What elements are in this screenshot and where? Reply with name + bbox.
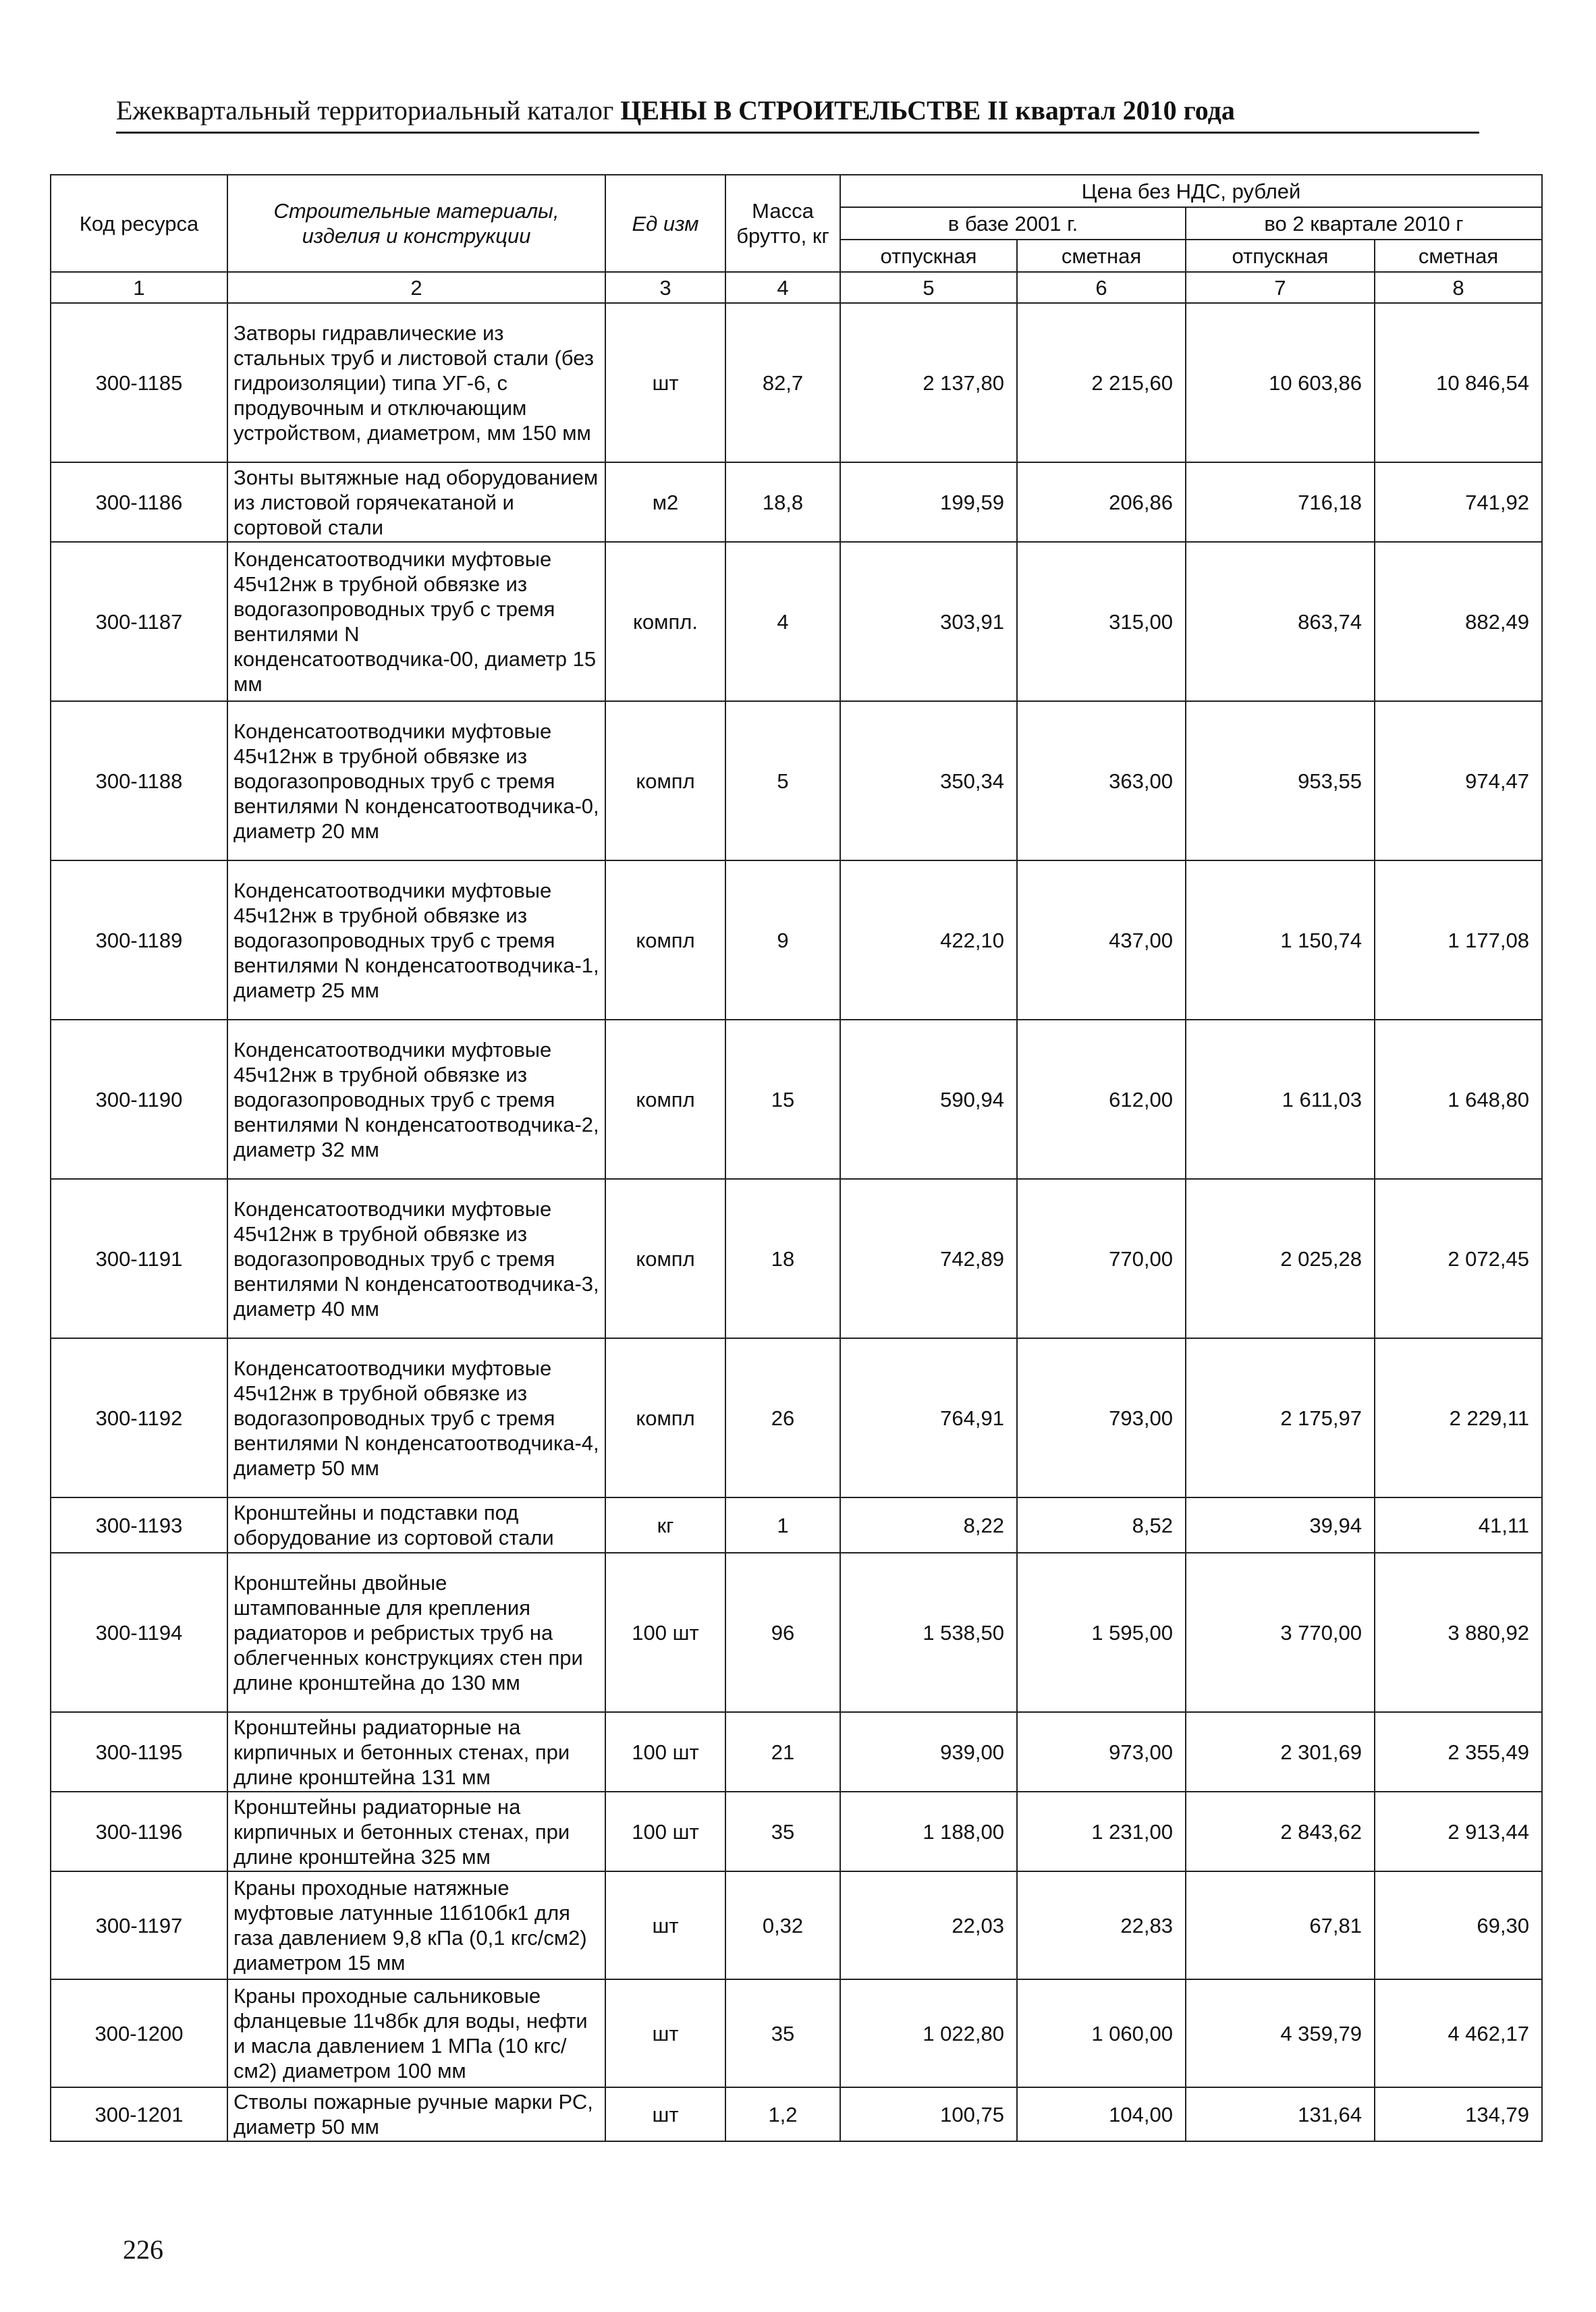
material-name: Конденсатоотводчики муфтовые 45ч12нж в трубной обвязке из водогазопроводных труб с тремя вентилями N конденсатоотводчика-0, диаметр 20 мм	[227, 701, 605, 860]
material-name: Кронштейны радиаторные на кирпичных и бетонных стенах, при длине кронштейна 325 мм	[227, 1792, 605, 1871]
material-name: Конденсатоотводчики муфтовые 45ч12нж в трубной обвязке из водогазопроводных труб с тремя вентилями N конденсатоотводчика-4, диаметр 50 мм	[227, 1338, 605, 1497]
resource-code: 300-1192	[51, 1338, 227, 1497]
column-number-row	[51, 272, 1542, 303]
table-row	[51, 701, 1542, 860]
material-name: Кронштейны двойные штампованные для крепления радиаторов и ребристых труб на облегченных конструкциях стен при длине кронштейна до 130 мм	[227, 1553, 605, 1712]
price-current-smet: 882,49	[1375, 542, 1542, 701]
price-current-otpusk: 131,64	[1186, 2087, 1375, 2141]
table-row	[51, 860, 1542, 1020]
header-otpusk-current: отпускная	[1186, 240, 1375, 272]
material-name: Кронштейны и подставки под оборудование из сортовой стали	[227, 1497, 605, 1553]
price-current-smet: 1 648,80	[1375, 1020, 1542, 1179]
page-header	[116, 94, 1479, 134]
price-base-smet: 612,00	[1017, 1020, 1186, 1179]
price-base-smet: 1 060,00	[1017, 1979, 1186, 2087]
price-base-otpusk: 8,22	[840, 1497, 1017, 1553]
price-base-otpusk: 1 188,00	[840, 1792, 1017, 1871]
resource-code: 300-1193	[51, 1497, 227, 1553]
price-current-smet: 1 177,08	[1375, 860, 1542, 1020]
header-otpusk-base: отпускная	[840, 240, 1017, 272]
price-current-otpusk: 4 359,79	[1186, 1979, 1375, 2087]
column-number: 8	[1375, 272, 1542, 303]
unit-of-measure: 100 шт	[605, 1792, 725, 1871]
unit-of-measure: компл	[605, 1179, 725, 1338]
gross-mass: 18,8	[725, 462, 840, 542]
resource-code: 300-1185	[51, 303, 227, 462]
table-row	[51, 1979, 1542, 2087]
resource-code: 300-1195	[51, 1712, 227, 1792]
material-name: Затворы гидравлические из стальных труб и листовой стали (без гидроизоляции) типа УГ-6, с продувочным и отключающим устройством, диаметром, мм 150 мм	[227, 303, 605, 462]
material-name: Зонты вытяжные над оборудованием из листовой горячекатаной и сортовой стали	[227, 462, 605, 542]
material-name: Кронштейны радиаторные на кирпичных и бетонных стенах, при длине кронштейна 131 мм	[227, 1712, 605, 1792]
resource-code: 300-1188	[51, 701, 227, 860]
gross-mass: 5	[725, 701, 840, 860]
unit-of-measure: шт	[605, 2087, 725, 2141]
price-base-smet: 206,86	[1017, 462, 1186, 542]
table-row	[51, 462, 1542, 542]
gross-mass: 96	[725, 1553, 840, 1712]
gross-mass: 1	[725, 1497, 840, 1553]
resource-code: 300-1194	[51, 1553, 227, 1712]
material-name: Краны проходные сальниковые фланцевые 11ч8бк для воды, нефти и масла давлением 1 МПа (10 кгс/см2) диаметром 100 мм	[227, 1979, 605, 2087]
table-row	[51, 1792, 1542, 1871]
price-base-smet: 363,00	[1017, 701, 1186, 860]
price-current-otpusk: 39,94	[1186, 1497, 1375, 1553]
price-current-smet: 3 880,92	[1375, 1553, 1542, 1712]
header-price-group: Цена без НДС, рублей	[840, 175, 1542, 207]
price-base-otpusk: 939,00	[840, 1712, 1017, 1792]
table-row	[51, 1338, 1542, 1497]
header-period: II квартал 2010 года	[987, 95, 1235, 126]
header-unit: Ед изм	[605, 175, 725, 272]
header-base-2001: в базе 2001 г.	[840, 207, 1186, 240]
table-row	[51, 2087, 1542, 2141]
price-base-otpusk: 350,34	[840, 701, 1017, 860]
unit-of-measure: компл	[605, 1338, 725, 1497]
price-current-otpusk: 67,81	[1186, 1871, 1375, 1979]
unit-of-measure: компл	[605, 860, 725, 1020]
gross-mass: 26	[725, 1338, 840, 1497]
material-name: Конденсатоотводчики муфтовые 45ч12нж в трубной обвязке из водогазопроводных труб с тремя вентилями N конденсатоотводчика-00, диаметр 15 мм	[227, 542, 605, 701]
price-base-otpusk: 590,94	[840, 1020, 1017, 1179]
header-code: Код ресурса	[51, 175, 227, 272]
resource-code: 300-1197	[51, 1871, 227, 1979]
price-current-otpusk: 953,55	[1186, 701, 1375, 860]
price-current-smet: 69,30	[1375, 1871, 1542, 1979]
column-number: 4	[725, 272, 840, 303]
material-name: Краны проходные натяжные муфтовые латунные 11б10бк1 для газа давлением 9,8 кПа (0,1 кгс/см2) диаметром 15 мм	[227, 1871, 605, 1979]
price-current-smet: 974,47	[1375, 701, 1542, 860]
price-current-smet: 41,11	[1375, 1497, 1542, 1553]
price-base-otpusk: 764,91	[840, 1338, 1017, 1497]
price-base-otpusk: 199,59	[840, 462, 1017, 542]
unit-of-measure: компл	[605, 701, 725, 860]
column-number: 6	[1017, 272, 1186, 303]
table-row	[51, 1871, 1542, 1979]
price-base-smet: 793,00	[1017, 1338, 1186, 1497]
header-smet-base: сметная	[1017, 240, 1186, 272]
unit-of-measure: шт	[605, 1871, 725, 1979]
unit-of-measure: 100 шт	[605, 1553, 725, 1712]
unit-of-measure: 100 шт	[605, 1712, 725, 1792]
price-base-smet: 2 215,60	[1017, 303, 1186, 462]
price-current-smet: 2 229,11	[1375, 1338, 1542, 1497]
material-name: Стволы пожарные ручные марки РС, диаметр 50 мм	[227, 2087, 605, 2141]
price-current-otpusk: 716,18	[1186, 462, 1375, 542]
gross-mass: 9	[725, 860, 840, 1020]
price-base-otpusk: 2 137,80	[840, 303, 1017, 462]
column-number: 1	[51, 272, 227, 303]
column-number: 5	[840, 272, 1017, 303]
table-row	[51, 1553, 1542, 1712]
resource-code: 300-1200	[51, 1979, 227, 2087]
price-current-smet: 2 072,45	[1375, 1179, 1542, 1338]
material-name: Конденсатоотводчики муфтовые 45ч12нж в трубной обвязке из водогазопроводных труб с тремя вентилями N конденсатоотводчика-1, диаметр 25 мм	[227, 860, 605, 1020]
column-number: 2	[227, 272, 605, 303]
price-current-otpusk: 863,74	[1186, 542, 1375, 701]
price-current-smet: 4 462,17	[1375, 1979, 1542, 2087]
table-row	[51, 303, 1542, 462]
material-name: Конденсатоотводчики муфтовые 45ч12нж в трубной обвязке из водогазопроводных труб с тремя вентилями N конденсатоотводчика-3, диаметр 40 мм	[227, 1179, 605, 1338]
unit-of-measure: шт	[605, 1979, 725, 2087]
price-current-otpusk: 2 175,97	[1186, 1338, 1375, 1497]
column-number: 3	[605, 272, 725, 303]
price-current-otpusk: 2 843,62	[1186, 1792, 1375, 1871]
table-row	[51, 1497, 1542, 1553]
price-current-otpusk: 3 770,00	[1186, 1553, 1375, 1712]
resource-code: 300-1196	[51, 1792, 227, 1871]
header-q2-2010: во 2 квартале 2010 г	[1186, 207, 1542, 240]
price-current-otpusk: 1 150,74	[1186, 860, 1375, 1020]
price-base-smet: 770,00	[1017, 1179, 1186, 1338]
gross-mass: 82,7	[725, 303, 840, 462]
page-number: 226	[123, 2234, 163, 2265]
gross-mass: 1,2	[725, 2087, 840, 2141]
price-base-smet: 22,83	[1017, 1871, 1186, 1979]
resource-code: 300-1201	[51, 2087, 227, 2141]
price-current-smet: 134,79	[1375, 2087, 1542, 2141]
resource-code: 300-1191	[51, 1179, 227, 1338]
price-table	[50, 174, 1543, 2142]
header-prefix: Ежеквартальный территориальный каталог	[116, 95, 614, 126]
table-row	[51, 1179, 1542, 1338]
header-name: Строительные материалы, изделия и конструкции	[227, 175, 605, 272]
resource-code: 300-1189	[51, 860, 227, 1020]
price-base-smet: 104,00	[1017, 2087, 1186, 2141]
price-current-otpusk: 1 611,03	[1186, 1020, 1375, 1179]
table-row	[51, 1712, 1542, 1792]
price-current-smet: 10 846,54	[1375, 303, 1542, 462]
price-base-otpusk: 1 538,50	[840, 1553, 1017, 1712]
material-name: Конденсатоотводчики муфтовые 45ч12нж в трубной обвязке из водогазопроводных труб с тремя вентилями N конденсатоотводчика-2, диаметр 32 мм	[227, 1020, 605, 1179]
gross-mass: 35	[725, 1792, 840, 1871]
price-base-smet: 1 231,00	[1017, 1792, 1186, 1871]
gross-mass: 21	[725, 1712, 840, 1792]
gross-mass: 18	[725, 1179, 840, 1338]
unit-of-measure: компл	[605, 1020, 725, 1179]
price-base-otpusk: 422,10	[840, 860, 1017, 1020]
table-row	[51, 1020, 1542, 1179]
price-base-otpusk: 303,91	[840, 542, 1017, 701]
column-number: 7	[1186, 272, 1375, 303]
price-base-otpusk: 100,75	[840, 2087, 1017, 2141]
price-current-otpusk: 10 603,86	[1186, 303, 1375, 462]
resource-code: 300-1187	[51, 542, 227, 701]
price-base-otpusk: 22,03	[840, 1871, 1017, 1979]
price-base-smet: 8,52	[1017, 1497, 1186, 1553]
price-current-otpusk: 2 301,69	[1186, 1712, 1375, 1792]
unit-of-measure: м2	[605, 462, 725, 542]
resource-code: 300-1186	[51, 462, 227, 542]
price-current-smet: 2 913,44	[1375, 1792, 1542, 1871]
header-smet-current: сметная	[1375, 240, 1542, 272]
price-current-smet: 741,92	[1375, 462, 1542, 542]
price-base-smet: 437,00	[1017, 860, 1186, 1020]
unit-of-measure: кг	[605, 1497, 725, 1553]
price-current-otpusk: 2 025,28	[1186, 1179, 1375, 1338]
price-base-otpusk: 1 022,80	[840, 1979, 1017, 2087]
unit-of-measure: компл.	[605, 542, 725, 701]
price-current-smet: 2 355,49	[1375, 1712, 1542, 1792]
gross-mass: 15	[725, 1020, 840, 1179]
price-base-smet: 1 595,00	[1017, 1553, 1186, 1712]
header-mass: Масса брутто, кг	[725, 175, 840, 272]
table-row	[51, 542, 1542, 701]
resource-code: 300-1190	[51, 1020, 227, 1179]
price-base-smet: 315,00	[1017, 542, 1186, 701]
price-base-otpusk: 742,89	[840, 1179, 1017, 1338]
price-base-smet: 973,00	[1017, 1712, 1186, 1792]
gross-mass: 35	[725, 1979, 840, 2087]
gross-mass: 0,32	[725, 1871, 840, 1979]
unit-of-measure: шт	[605, 303, 725, 462]
gross-mass: 4	[725, 542, 840, 701]
header-title: ЦЕНЫ В СТРОИТЕЛЬСТВЕ	[620, 95, 981, 126]
